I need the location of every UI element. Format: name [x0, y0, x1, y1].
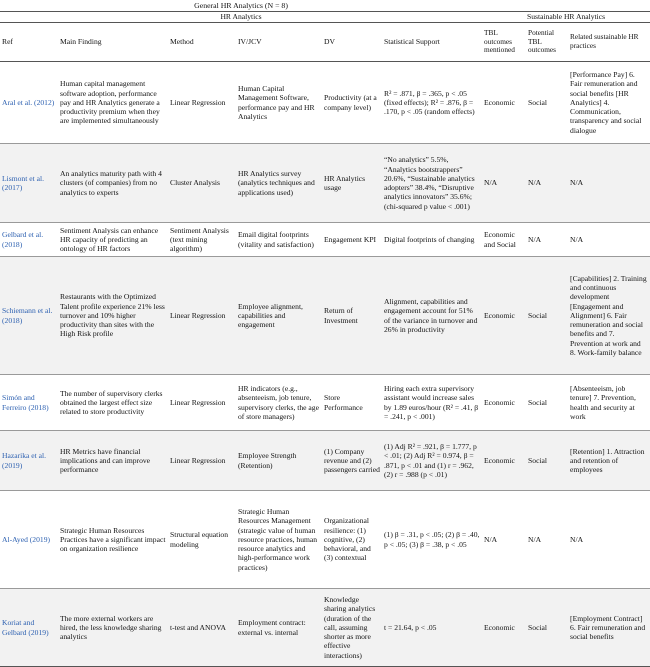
- col-method: Method: [168, 23, 236, 62]
- practices-cell: [Capabilities] 2. Training and continuous development [Engagement and Alignment] 6. Fair remuneration and social benefits and 7. Prevention at work and 8. Work-family balance: [568, 257, 650, 375]
- col-ref: Ref: [0, 23, 58, 62]
- iv-cell: Email digital footprints (vitality and satisfaction): [236, 223, 322, 257]
- finding-cell: Restaurants with the Optimized Talent profile experience 21% less turnover and 10% higher productivity than sites with the High Risk profile: [58, 257, 168, 375]
- stats-cell: (1) Adj R² = .921, β = 1.777, p < .01; (2) Adj R² = 0.974, β = .871, p < .01 and (1) r = .962, (2) r = .988 (p < .01): [382, 431, 482, 491]
- stats-cell: “No analytics” 5.5%, “Analytics bootstrappers” 20.6%, “Sustainable analytics adopters” 38.4%, “Disruptive analytics innovators” 35.6%; (chi-squared p value < .001): [382, 144, 482, 223]
- potential-cell: N/A: [526, 223, 568, 257]
- potential-cell: Social: [526, 589, 568, 667]
- ref-cell[interactable]: Al-Ayed (2019): [0, 491, 58, 589]
- table-row: [0, 257, 650, 375]
- dv-cell: Store Performance: [322, 375, 382, 431]
- finding-cell: The number of supervisory clerks obtained the largest effect size related to store productivity: [58, 375, 168, 431]
- stats-cell: t = 21.64, p < .05: [382, 589, 482, 667]
- dv-cell: HR Analytics usage: [322, 144, 382, 223]
- method-cell: t-test and ANOVA: [168, 589, 236, 667]
- iv-cell: Employment contract: external vs. internal: [236, 589, 322, 667]
- col-related-practices: Related sustainable HR practices: [568, 23, 650, 62]
- table-row: [0, 62, 650, 144]
- potential-cell: Social: [526, 257, 568, 375]
- iv-cell: Strategic Human Resources Management (strategic value of human resource practices, human resource analytics and high-performance work practices): [236, 491, 322, 589]
- iv-cell: Employee Strength (Retention): [236, 431, 322, 491]
- col-potential-tbl: Potential TBL outcomes: [526, 23, 568, 62]
- table-row: [0, 491, 650, 589]
- finding-cell: Human capital management software adoption, performance pay and HR Analytics generate a productivity premium when they are implemented simultaneously: [58, 62, 168, 144]
- table-row: [0, 589, 650, 667]
- hr-analytics-table: [0, 1, 650, 667]
- method-cell: Linear Regression: [168, 257, 236, 375]
- practices-cell: [Performance Pay] 6. Fair remuneration and social benefits [HR Analytics] 4. Communication, transparency and social dialogue: [568, 62, 650, 144]
- tbl-cell: Economic and Social: [482, 223, 526, 257]
- potential-cell: Social: [526, 375, 568, 431]
- practices-cell: N/A: [568, 144, 650, 223]
- dv-cell: Organizational resilience: (1) cognitive, (2) behavioral, and (3) contextual: [322, 491, 382, 589]
- potential-cell: Social: [526, 431, 568, 491]
- ref-cell[interactable]: Lismont et al. (2017): [0, 144, 58, 223]
- ref-cell[interactable]: Hazarika et al. (2019): [0, 431, 58, 491]
- method-cell: Sentiment Analysis (text mining algorithm): [168, 223, 236, 257]
- tbl-cell: Economic: [482, 375, 526, 431]
- table-row: [0, 431, 650, 491]
- practices-cell: N/A: [568, 491, 650, 589]
- tbl-cell: Economic: [482, 589, 526, 667]
- dv-cell: Productivity (at a company level): [322, 62, 382, 144]
- tbl-cell: Economic: [482, 62, 526, 144]
- group-sustainable-hr-analytics: Sustainable HR Analytics: [482, 12, 650, 23]
- ref-cell[interactable]: Schiemann et al. (2018): [0, 257, 58, 375]
- potential-cell: Social: [526, 62, 568, 144]
- tbl-cell: Economic: [482, 257, 526, 375]
- stats-cell: Digital footprints of changing: [382, 223, 482, 257]
- ref-cell[interactable]: Aral et al. (2012): [0, 62, 58, 144]
- stats-cell: Hiring each extra supervisory assistant would increase sales by 1.89 euros/hour (R² = .41, β = .241, p < .001): [382, 375, 482, 431]
- practices-cell: [Employment Contract] 6. Fair remuneration and social benefits: [568, 589, 650, 667]
- potential-cell: N/A: [526, 491, 568, 589]
- col-main-finding: Main Finding: [58, 23, 168, 62]
- finding-cell: Strategic Human Resources Practices have a significant impact on organization resilience: [58, 491, 168, 589]
- stats-cell: R² = .871, β = .365, p < .05 (fixed effects); R² = .876, β = .170, p < .05 (random effects): [382, 62, 482, 144]
- practices-cell: [Absenteeism, job tenure] 7. Prevention, health and security at work: [568, 375, 650, 431]
- table-row: [0, 144, 650, 223]
- method-cell: Linear Regression: [168, 375, 236, 431]
- dv-cell: (1) Company revenue and (2) passengers carried: [322, 431, 382, 491]
- finding-cell: An analytics maturity path with 4 clusters (of companies) from no analytics to experts: [58, 144, 168, 223]
- stats-cell: (1) β = .31, p < .05; (2) β = .40, p < .05; (3) β = .38, p < .05: [382, 491, 482, 589]
- iv-cell: HR indicators (e.g., absenteeism, job tenure, supervisory clerks, the age of store managers): [236, 375, 322, 431]
- col-iv: IV/JCV: [236, 23, 322, 62]
- col-dv: DV: [322, 23, 382, 62]
- table-row: [0, 223, 650, 257]
- method-cell: Linear Regression: [168, 62, 236, 144]
- dv-cell: Return of Investment: [322, 257, 382, 375]
- table-row: [0, 375, 650, 431]
- finding-cell: HR Metrics have financial implications and can improve performance: [58, 431, 168, 491]
- iv-cell: HR Analytics survey (analytics techniques and applications used): [236, 144, 322, 223]
- dv-cell: Knowledge sharing analytics (duration of the call, assuming shorter as more effective interactions): [322, 589, 382, 667]
- practices-cell: N/A: [568, 223, 650, 257]
- dv-cell: Engagement KPI: [322, 223, 382, 257]
- method-cell: Structural equation modeling: [168, 491, 236, 589]
- tbl-cell: Economic: [482, 431, 526, 491]
- iv-cell: Human Capital Management Software, performance pay and HR Analytics: [236, 62, 322, 144]
- potential-cell: N/A: [526, 144, 568, 223]
- finding-cell: The more external workers are hired, the less knowledge sharing analytics: [58, 589, 168, 667]
- col-statistical-support: Statistical Support: [382, 23, 482, 62]
- col-tbl-mentioned: TBL outcomes mentioned: [482, 23, 526, 62]
- table-title: General HR Analytics (N = 8): [194, 1, 288, 11]
- ref-cell[interactable]: Koriat and Gelbard (2019): [0, 589, 58, 667]
- group-hr-analytics: HR Analytics: [0, 12, 482, 23]
- practices-cell: [Retention] 1. Attraction and retention of employees: [568, 431, 650, 491]
- stats-cell: Alignment, capabilities and engagement account for 51% of the variance in turnover and 26% in productivity: [382, 257, 482, 375]
- tbl-cell: N/A: [482, 491, 526, 589]
- method-cell: Cluster Analysis: [168, 144, 236, 223]
- method-cell: Linear Regression: [168, 431, 236, 491]
- iv-cell: Employee alignment, capabilities and engagement: [236, 257, 322, 375]
- tbl-cell: N/A: [482, 144, 526, 223]
- finding-cell: Sentiment Analysis can enhance HR capacity of predicting an ontology of HR factors: [58, 223, 168, 257]
- header-row: [0, 23, 650, 62]
- ref-cell[interactable]: Simón and Ferreiro (2018): [0, 375, 58, 431]
- ref-cell[interactable]: Gelbard et al. (2018): [0, 223, 58, 257]
